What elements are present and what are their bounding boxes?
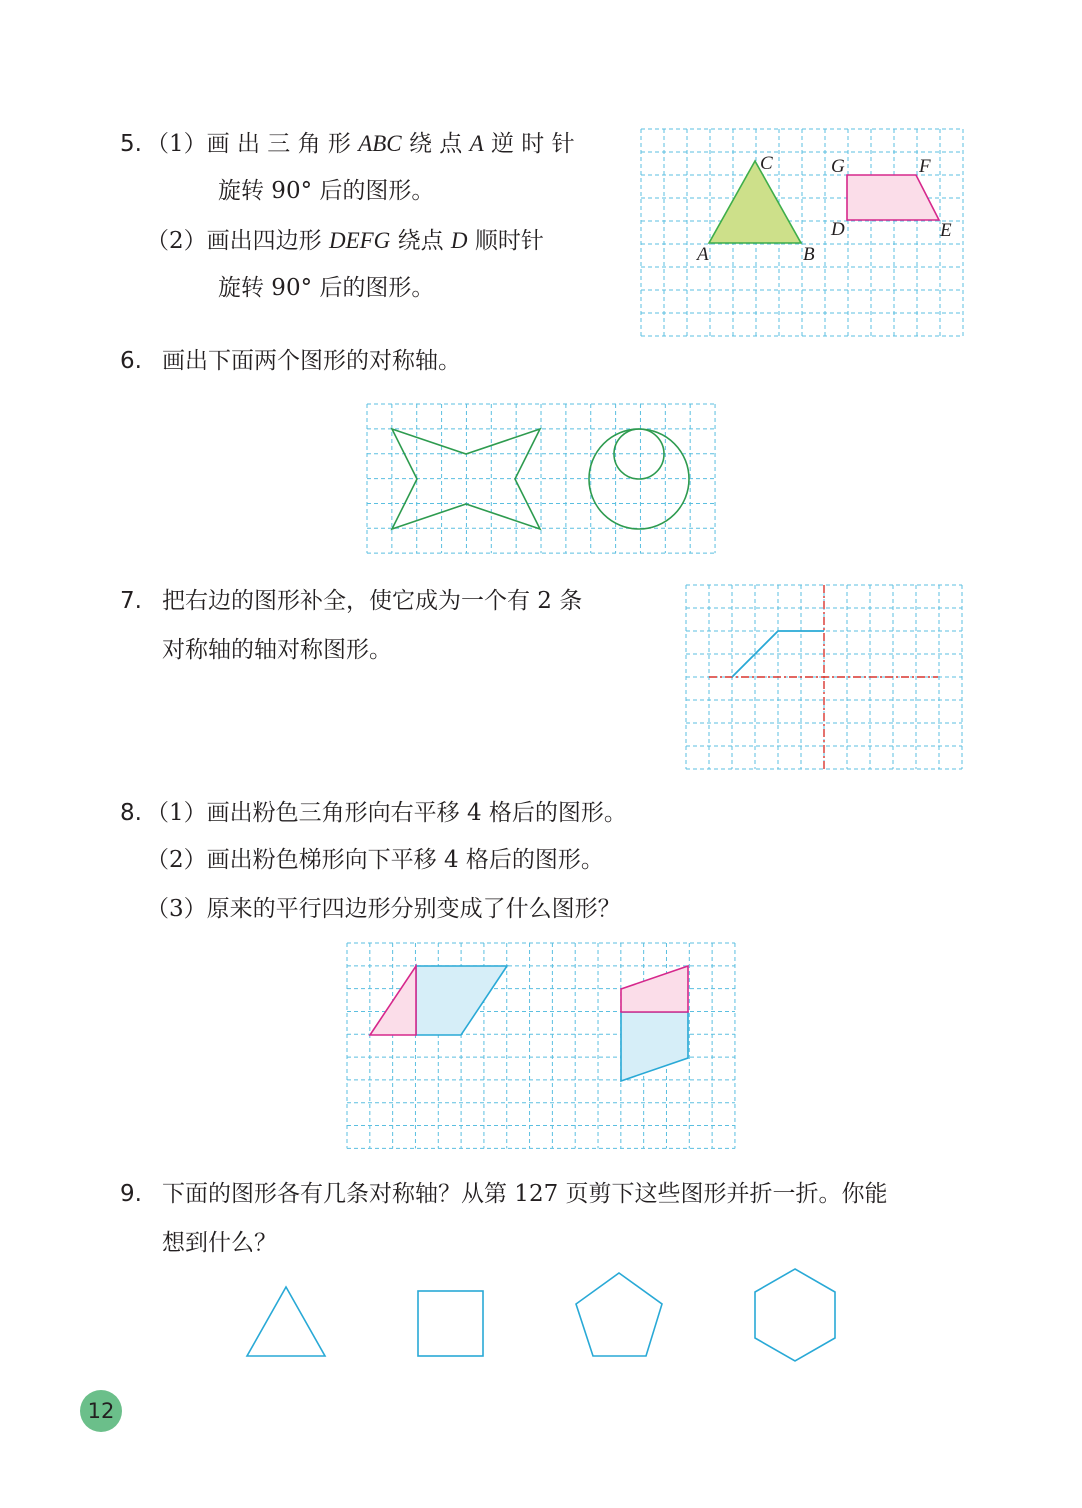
q9-shapes	[230, 1265, 850, 1375]
q5-part2-prefix: （2）画出四边形	[146, 228, 322, 254]
q8-grid-figure	[347, 943, 735, 1149]
parallelogram-blue-part	[416, 966, 507, 1035]
q5-part1-suffix: 逆 时 针	[490, 131, 575, 157]
q5-part2-suffix: 顺时针	[474, 228, 544, 254]
q5-part1-prefix: （1）画 出 三 角 形	[146, 131, 351, 157]
pink-trapezoid	[621, 966, 688, 1012]
q8-part3: （3）原来的平行四边形分别变成了什么图形？	[146, 896, 621, 922]
q8-number: 8.	[120, 800, 142, 826]
q5-number: 5.	[120, 131, 142, 157]
q5-part1-shape: ABC	[358, 131, 402, 156]
q7-number: 7.	[120, 588, 142, 614]
label-d: D	[831, 219, 845, 240]
q6-grid	[367, 404, 715, 553]
q5-part2-mid: 绕点	[397, 228, 444, 254]
q6-grid-figure	[367, 404, 715, 554]
q5-grid	[641, 129, 963, 336]
q5-part1-mid: 绕 点	[408, 131, 463, 157]
q9-line1: 下面的图形各有几条对称轴？从第 127 页剪下这些图形并折一折。你能	[162, 1181, 888, 1207]
q5-part2-line2: 旋转 90° 后的图形。	[218, 275, 435, 301]
q7-line1: 把右边的图形补全，使它成为一个有 2 条	[162, 588, 583, 614]
label-c: C	[760, 153, 773, 174]
square-shape	[418, 1291, 483, 1356]
q5-part2-point: D	[450, 228, 468, 253]
q5-grid-figure	[641, 129, 963, 335]
q9-line2: 想到什么？	[162, 1230, 277, 1256]
q5-part2-shape: DEFG	[328, 228, 391, 253]
label-e: E	[940, 220, 952, 241]
label-b: B	[803, 244, 815, 265]
q7-grid-figure	[686, 585, 962, 769]
q8-part2: （2）画出粉色梯形向下平移 4 格后的图形。	[146, 847, 604, 873]
label-a: A	[697, 244, 709, 265]
hexagon-shape	[755, 1269, 835, 1361]
q5-part1-line2: 旋转 90° 后的图形。	[218, 178, 435, 204]
pink-triangle	[370, 966, 416, 1035]
pentagon-shape	[576, 1273, 662, 1356]
q5-part1	[146, 121, 575, 167]
q5-part2	[146, 218, 544, 264]
equilateral-triangle-shape	[247, 1287, 325, 1356]
q8-part1: （1）画出粉色三角形向右平移 4 格后的图形。	[146, 800, 627, 826]
q6-number: 6.	[120, 348, 142, 374]
quadrilateral-defg	[847, 175, 939, 220]
q9-number: 9.	[120, 1181, 142, 1207]
q6-text: 画出下面两个图形的对称轴。	[162, 348, 461, 374]
triangle-abc	[709, 161, 801, 243]
parallelogram-blue-lower	[621, 1012, 688, 1081]
label-f: F	[919, 156, 931, 177]
page-number-badge: 12	[80, 1390, 122, 1432]
q5-part1-point: A	[469, 131, 484, 156]
q7-line2: 对称轴的轴对称图形。	[162, 637, 392, 663]
label-g: G	[831, 156, 845, 177]
